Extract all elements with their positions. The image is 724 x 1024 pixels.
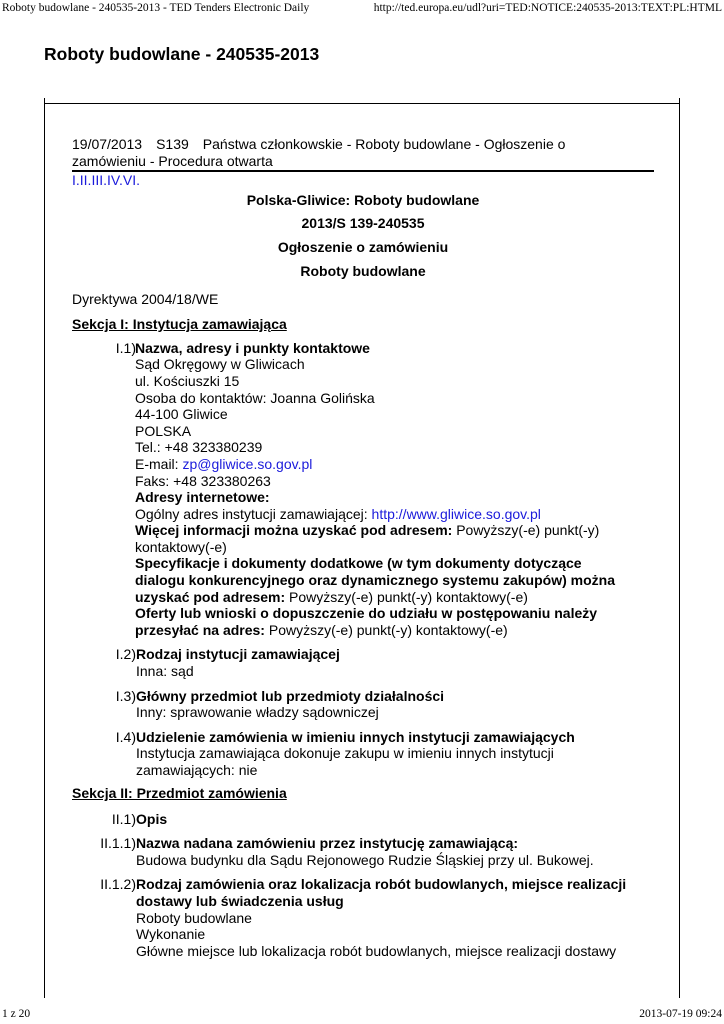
page-title: Roboty budowlane - 240535-2013 [44, 44, 320, 64]
spec-label-3: uzyskać pod adresem: [135, 588, 286, 605]
street: ul. Kościuszki 15 [135, 372, 240, 389]
frame-left-border [44, 98, 45, 998]
heading-number: 2013/S 139-240535 [301, 215, 425, 232]
item-value: Inny: sprawowanie władzy sądowniczej [136, 704, 379, 721]
email-link[interactable]: zp@gliwice.so.gov.pl [182, 455, 313, 472]
email-line [135, 456, 654, 473]
item-ii11 [72, 835, 654, 868]
item-body [136, 811, 654, 828]
frame-top-border [44, 103, 680, 104]
item-number: I.1) [115, 339, 136, 356]
phone: Tel.: +48 323380239 [135, 439, 263, 456]
toc-link-vi[interactable]: VI. [122, 172, 140, 189]
item-value-1: Roboty budowlane [136, 909, 252, 926]
org-name: Sąd Okręgowy w Gliwicach [135, 356, 305, 373]
print-timestamp: 2013-07-19 09:24 [639, 1008, 722, 1020]
notice-header-line2: zamówieniu - Procedura otwarta [72, 152, 273, 169]
item-value-2: Wykonanie [136, 926, 206, 943]
notice-headings [72, 192, 654, 279]
more-info-label: Więcej informacji można uzyskać pod adresem: [135, 522, 453, 539]
fax: Faks: +48 323380263 [135, 472, 271, 489]
item-body [136, 835, 654, 868]
general-address-line [135, 506, 654, 523]
notice-issue: S139 [156, 136, 189, 152]
item-i4 [72, 729, 654, 779]
heading-category: Roboty budowlane [300, 262, 426, 279]
item-label: Opis [136, 810, 168, 827]
item-number: I.4) [115, 728, 136, 745]
print-footer [0, 1007, 724, 1023]
notice-header-line1 [72, 136, 654, 153]
toc-link-iii[interactable]: III. [91, 172, 108, 189]
item-label-2: dostawy lub świadczenia usług [136, 892, 344, 909]
item-value-1: Instytucja zamawiająca dokonuje zakupu w imieniu innych instytucji [136, 745, 554, 762]
section-toc [72, 172, 654, 189]
page-counter: 1 z 20 [2, 1008, 31, 1020]
item-body [136, 646, 654, 679]
section-1-title: Sekcja I: Instytucja zamawiająca [72, 315, 287, 332]
item-body [136, 729, 654, 779]
item-body [136, 876, 654, 959]
item-body [135, 340, 654, 357]
item-label: Nazwa, adresy i punkty kontaktowe [135, 339, 370, 356]
item-body [136, 688, 654, 721]
item-number: II.1.2) [100, 876, 136, 893]
item-i1 [72, 340, 654, 357]
print-header-title: Roboty budowlane - 240535-2013 - TED Tenders Electronic Daily [2, 2, 310, 14]
item-label: Rodzaj instytucji zamawiającej [136, 646, 340, 663]
offers-label-1: Oferty lub wnioski o dopuszczenie do udziału w postępowaniu należy [135, 605, 598, 622]
section-2-title: Sekcja II: Przedmiot zamówienia [72, 784, 287, 801]
item-value: Inna: sąd [136, 663, 194, 680]
offers-label-2: przesyłać na adres: [135, 621, 265, 638]
spec-label-2: dialogu konkurencyjnego oraz dynamicznego systemu zakupów) można [135, 572, 615, 589]
spec-label-1: Specyfikacje i dokumenty dodatkowe (w tym dokumenty dotyczące [135, 555, 582, 572]
directive: Dyrektywa 2004/18/WE [72, 291, 219, 308]
item-ii1 [72, 811, 654, 828]
item-i3 [72, 688, 654, 721]
item-label-1: Rodzaj zamówienia oraz lokalizacja robót budowlanych, miejsce realizacji [136, 876, 627, 893]
frame-right-border [679, 98, 680, 998]
item-number: II.1.1) [100, 835, 136, 852]
notice-header [72, 136, 654, 169]
offers-value: Powyższy(-e) punkt(-y) kontaktowy(-e) [264, 621, 508, 638]
heading-type: Ogłoszenie o zamówieniu [277, 238, 449, 255]
web-addresses-label: Adresy internetowe: [135, 489, 270, 506]
item-label: Nazwa nadana zamówieniu przez instytucję zamawiającą: [136, 835, 519, 852]
print-header-url: http://ted.europa.eu/udl?uri=TED:NOTICE:240535-2013:TEXT:PL:HTML [373, 2, 722, 14]
toc-link-ii[interactable]: II. [79, 172, 92, 189]
item-label: Główny przedmiot lub przedmioty działalności [136, 687, 445, 704]
more-info-value: Powyższy(-e) punkt(-y) kontaktowy(-e) [135, 522, 600, 555]
spec-line-3 [135, 589, 654, 606]
offers-line-2 [135, 622, 654, 639]
city: 44-100 Gliwice [135, 406, 228, 423]
general-address-link[interactable]: http://www.gliwice.so.gov.pl [371, 505, 541, 522]
more-info-line [135, 522, 654, 555]
notice-date: 19/07/2013 [72, 136, 143, 152]
item-label: Udzielenie zamówienia w imieniu innych instytucji zamawiających [136, 728, 575, 745]
general-address-label: Ogólny adres instytucji zamawiającej: [135, 505, 372, 522]
item-i2 [72, 646, 654, 679]
item-value-3: Główne miejsce lub lokalizacja robót budowlanych, miejsce realizacji dostawy [136, 942, 617, 959]
item-value: Budowa budynku dla Sądu Rejonowego Rudzie Śląskiej przy ul. Bukowej. [136, 851, 594, 868]
print-header [0, 0, 724, 16]
item-value-2: zamawiających: nie [136, 762, 258, 778]
contact-details [135, 356, 654, 638]
notice-content [72, 136, 654, 959]
toc-link-iv[interactable]: IV. [107, 172, 123, 189]
country: POLSKA [135, 422, 192, 439]
item-number: II.1) [111, 810, 136, 827]
toc-link-i[interactable]: I. [72, 172, 80, 189]
contact-person: Osoba do kontaktów: Joanna Golińska [135, 389, 375, 406]
email-label: E-mail: [135, 455, 183, 472]
spec-value: Powyższy(-e) punkt(-y) kontaktowy(-e) [285, 588, 528, 605]
notice-desc: Państwa członkowskie - Roboty budowlane - Ogłoszenie o [202, 136, 566, 152]
item-number: I.2) [115, 646, 136, 663]
heading-location: Polska-Gliwice: Roboty budowlane [246, 191, 480, 208]
item-number: I.3) [115, 687, 136, 704]
item-ii12 [72, 876, 654, 959]
